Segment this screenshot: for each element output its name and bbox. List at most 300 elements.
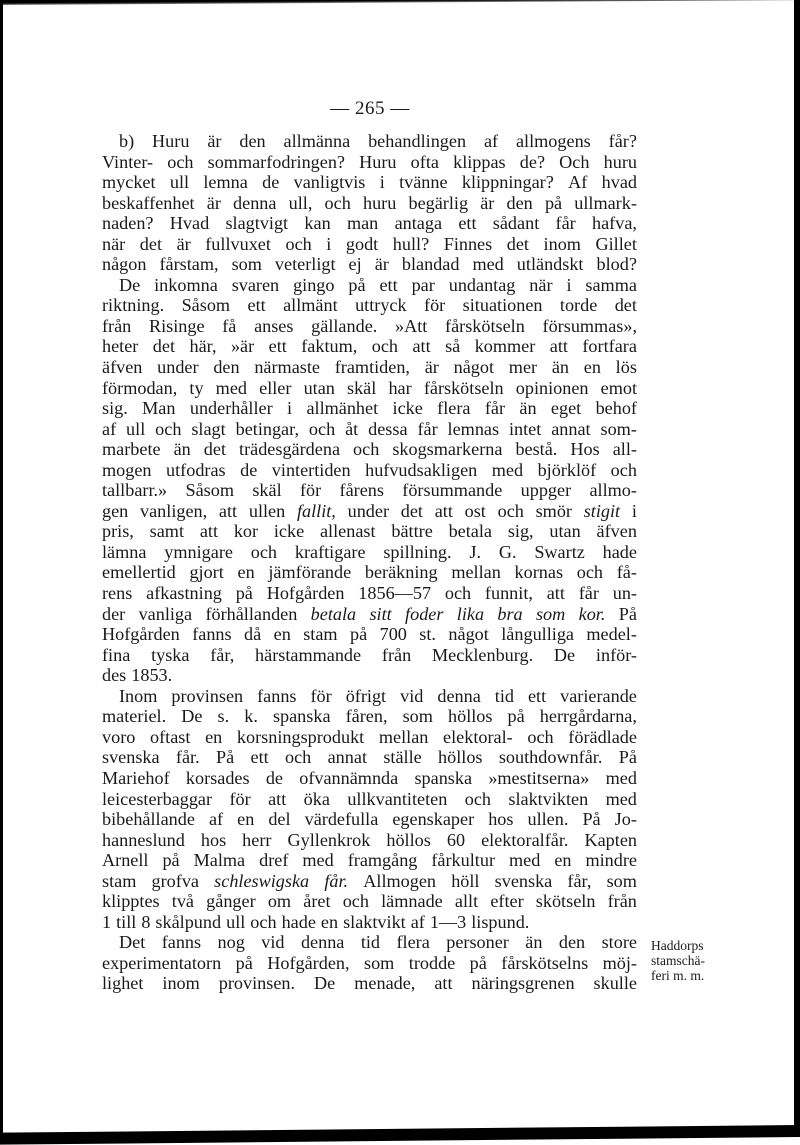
word: personer xyxy=(446,932,509,953)
scan-border-right xyxy=(794,0,800,1137)
word: mogen xyxy=(102,459,152,480)
word: är xyxy=(374,254,389,275)
marginal-note-line: Haddorps xyxy=(651,938,704,953)
word: Inom xyxy=(119,685,158,706)
word: Swartz xyxy=(534,541,585,562)
word: från xyxy=(102,315,132,336)
word: tid xyxy=(494,685,514,706)
word: och xyxy=(285,233,312,254)
text-line xyxy=(102,398,637,419)
word: ull, xyxy=(288,192,313,213)
word: något xyxy=(453,357,495,378)
word: från xyxy=(607,891,637,912)
text-line xyxy=(102,213,637,234)
word: undantag xyxy=(448,274,516,295)
word: tallbarr.» xyxy=(102,480,168,501)
word: är xyxy=(206,192,221,213)
marginal-note-line: stamschä- xyxy=(651,953,705,968)
word: s. xyxy=(217,706,230,727)
text-line xyxy=(102,706,637,727)
word: utfodras xyxy=(166,459,226,480)
word: att xyxy=(434,973,453,994)
word: värdefulla xyxy=(304,809,379,830)
text-line xyxy=(102,419,637,440)
word: lika xyxy=(456,603,485,624)
word: inkomna xyxy=(154,274,218,295)
word: samt xyxy=(149,521,184,542)
word: 1—3 xyxy=(429,911,467,932)
word: Såsom xyxy=(185,480,234,501)
word: Gillet xyxy=(595,233,637,254)
word: ett xyxy=(250,747,269,768)
word: lös xyxy=(615,357,637,378)
text-line xyxy=(102,275,637,296)
word: Af xyxy=(568,172,588,193)
word: experimentatorn xyxy=(102,952,222,973)
word: får xyxy=(484,398,506,419)
word: sådant xyxy=(492,213,540,234)
word: fallit, xyxy=(296,500,336,521)
word: leicesterbaggar xyxy=(102,788,213,809)
word: än xyxy=(525,932,543,953)
word: dref xyxy=(259,850,289,871)
word: klipptes xyxy=(102,891,160,912)
text-line xyxy=(102,809,637,830)
word: store xyxy=(601,932,637,953)
word: Såsom xyxy=(181,295,231,316)
word: närmaste xyxy=(254,357,320,378)
word: bibehållande xyxy=(102,809,195,830)
text-line xyxy=(102,336,637,357)
word: kan xyxy=(304,213,331,234)
word: svenska xyxy=(102,747,160,768)
word: herr xyxy=(242,829,272,850)
word: på xyxy=(507,706,525,727)
word: som xyxy=(606,870,637,891)
word: mellan xyxy=(451,562,501,583)
word: vanligtvis xyxy=(293,172,366,193)
word: en xyxy=(320,911,339,932)
word: huru xyxy=(603,151,637,172)
word: vid xyxy=(400,685,424,706)
word: gingo xyxy=(293,274,335,295)
word: betala xyxy=(448,521,492,542)
word: allmänhet xyxy=(306,398,379,419)
word: nog xyxy=(217,932,245,953)
word: det xyxy=(506,233,529,254)
word: de xyxy=(262,172,280,193)
word: egenskaper xyxy=(392,809,475,830)
word: oftast xyxy=(150,726,191,747)
word: anses xyxy=(254,315,294,336)
scan-border-top xyxy=(0,0,800,5)
word: och xyxy=(371,336,399,357)
word: ullen. xyxy=(527,809,569,830)
word: skogsmarkerna xyxy=(392,439,503,460)
word: ett xyxy=(268,336,287,357)
word: ett xyxy=(247,295,266,316)
word: den xyxy=(239,131,266,151)
word: på xyxy=(162,850,180,871)
word: blandad xyxy=(401,254,460,275)
word: åt xyxy=(345,418,359,439)
word: för xyxy=(424,295,446,316)
word: med xyxy=(605,788,637,809)
word: höllos xyxy=(438,747,483,768)
word: i xyxy=(326,233,332,254)
word: gällande. xyxy=(311,315,378,336)
word: icke xyxy=(273,521,305,542)
word: På xyxy=(215,747,235,768)
word: funnit, xyxy=(484,583,533,604)
word: här, xyxy=(189,336,217,357)
word: ofvannämnda xyxy=(299,767,399,788)
word: och xyxy=(342,891,369,912)
word: fårskötselns xyxy=(501,952,589,973)
word: de xyxy=(240,459,258,480)
word: bra xyxy=(497,603,523,624)
word: björklöf xyxy=(537,459,597,480)
word: riktning. xyxy=(102,295,165,316)
word: höll xyxy=(451,870,480,891)
word: framtiden, xyxy=(334,357,410,378)
marginal-note-line: feri m. m. xyxy=(651,968,705,983)
word: allmänt xyxy=(283,295,338,316)
text-line xyxy=(102,789,637,810)
word: från xyxy=(381,644,412,665)
word: är xyxy=(480,192,495,213)
text-line xyxy=(102,871,637,892)
word: för xyxy=(299,480,322,501)
word: Vinter- xyxy=(102,151,154,172)
text-line xyxy=(102,665,637,686)
word: Jo- xyxy=(614,809,637,830)
word: emot xyxy=(600,377,637,398)
word: och xyxy=(324,192,351,213)
word: hufvudsakligen xyxy=(365,459,478,480)
word: kor xyxy=(233,521,259,542)
word: som xyxy=(535,603,566,624)
word: två xyxy=(171,891,194,912)
word: ty xyxy=(189,377,204,398)
word: fårkultur xyxy=(431,850,496,871)
word: flera xyxy=(437,398,471,419)
word: underhåller xyxy=(189,398,273,419)
word: med xyxy=(605,767,637,788)
word: varierande xyxy=(560,685,637,706)
word: någon xyxy=(102,254,147,275)
word: skäl xyxy=(252,480,282,501)
word: fårstam, xyxy=(159,254,219,275)
word: allt xyxy=(454,891,479,912)
text-line xyxy=(102,480,637,501)
word: ej xyxy=(348,254,362,275)
word: rens xyxy=(102,583,133,604)
word: ett xyxy=(379,274,398,295)
word: inför- xyxy=(595,644,637,665)
text-line xyxy=(102,501,637,522)
word: att xyxy=(434,500,453,521)
word: tid xyxy=(360,932,381,953)
word: Mariehof xyxy=(102,767,170,788)
word: förädlade xyxy=(568,726,637,747)
text-line xyxy=(102,891,637,912)
word: höllos xyxy=(448,706,493,727)
word: en xyxy=(205,726,223,747)
word: 700 xyxy=(379,624,407,645)
word: och xyxy=(464,788,491,809)
word: på xyxy=(469,952,487,973)
word: af xyxy=(483,131,499,151)
word: bestå. xyxy=(515,439,558,460)
word: och xyxy=(497,500,524,521)
word: kornas xyxy=(514,562,564,583)
word: på xyxy=(235,583,253,604)
word: ullen xyxy=(248,500,286,521)
text-line xyxy=(102,645,637,666)
word: eller xyxy=(259,377,292,398)
word: kor. xyxy=(578,603,606,624)
word: Hos xyxy=(570,439,600,460)
word: fåren, xyxy=(345,706,388,727)
word: Man xyxy=(142,398,176,419)
word: trodde xyxy=(408,952,456,973)
word: Hofgården xyxy=(266,583,345,604)
word: torde xyxy=(559,295,598,316)
word: veterligt xyxy=(274,254,336,275)
word: än xyxy=(173,439,191,460)
word: som- xyxy=(600,418,637,439)
text-line xyxy=(102,932,637,953)
word: 60 xyxy=(446,829,466,850)
text-line xyxy=(102,604,637,625)
word: utländskt xyxy=(516,254,584,275)
word: korsningsprodukt xyxy=(236,726,365,747)
word: äfven xyxy=(596,521,637,542)
word: är xyxy=(176,233,191,254)
word: skålpund xyxy=(155,911,222,932)
word: vid xyxy=(261,932,285,953)
word: De xyxy=(181,706,203,727)
word: utan xyxy=(303,377,335,398)
word: flera xyxy=(396,932,430,953)
text-line xyxy=(102,624,637,645)
word: af xyxy=(208,809,224,830)
word: det xyxy=(614,295,637,316)
word: eget xyxy=(550,398,582,419)
word: denna xyxy=(300,932,345,953)
word: intet xyxy=(508,418,542,439)
word: klippas xyxy=(453,151,506,172)
word: sommarfodringen? xyxy=(207,151,345,172)
word: Hofgården xyxy=(102,624,180,645)
word: det xyxy=(152,336,176,357)
word: i xyxy=(566,274,572,295)
scan-border-left xyxy=(0,0,3,1137)
word: som xyxy=(402,706,433,727)
word: slagtvigt xyxy=(225,213,289,234)
word: får. xyxy=(324,870,349,891)
word: långulliga xyxy=(501,624,574,645)
text-line xyxy=(102,378,637,399)
word: huru xyxy=(362,192,397,213)
word: det xyxy=(400,500,423,521)
word: provinsen. xyxy=(218,973,296,994)
word: betala xyxy=(310,603,357,624)
word: trädesgärdena xyxy=(239,439,341,460)
word: vanliga xyxy=(138,603,193,624)
text-line xyxy=(102,953,637,974)
word: pris, xyxy=(102,521,134,542)
word: och xyxy=(527,726,554,747)
body-text-column xyxy=(102,131,637,994)
word: öka xyxy=(303,788,330,809)
word: om xyxy=(267,891,292,912)
word: af xyxy=(410,911,425,932)
word: svaren xyxy=(231,274,280,295)
word: härstammande xyxy=(255,644,362,665)
word: Malma xyxy=(193,850,246,871)
word: får, xyxy=(567,870,592,891)
word: en xyxy=(237,809,255,830)
word: spanska xyxy=(414,767,473,788)
word: Finnes xyxy=(443,233,493,254)
word: 1856—57 xyxy=(358,583,432,604)
word: marbete xyxy=(102,439,161,460)
word: det xyxy=(203,439,227,460)
word: denna xyxy=(233,192,277,213)
word: på xyxy=(544,192,563,213)
word: menade, xyxy=(354,973,416,994)
word: southdownfår. xyxy=(498,747,603,768)
word: hvad xyxy=(601,172,637,193)
word: och xyxy=(285,747,312,768)
text-line xyxy=(102,747,637,768)
word: »är xyxy=(230,336,255,357)
word: bättre xyxy=(391,521,433,542)
word: ullkvantiteten xyxy=(347,788,448,809)
word: ofta xyxy=(410,151,439,172)
word: beskaffenhet xyxy=(102,192,195,213)
word: till xyxy=(116,911,137,932)
word: utan xyxy=(549,521,581,542)
word: spanska xyxy=(272,706,331,727)
word: behof xyxy=(595,398,637,419)
word: höllos xyxy=(386,829,431,850)
word: stigit xyxy=(583,500,621,521)
word: gjort xyxy=(189,562,224,583)
word: På xyxy=(618,747,637,768)
text-line xyxy=(102,295,637,316)
word: elektoral- xyxy=(443,726,513,747)
marginal-note xyxy=(651,938,741,983)
word: förhållanden xyxy=(205,603,298,624)
word: en xyxy=(237,562,255,583)
word: stam xyxy=(102,870,137,891)
word: tvänne xyxy=(399,172,448,193)
word: fortfara xyxy=(582,336,637,357)
word: möj- xyxy=(602,952,637,973)
word: försummande xyxy=(402,480,503,501)
word: hafva, xyxy=(592,213,637,234)
word: fanns xyxy=(257,685,297,706)
word: med xyxy=(215,377,247,398)
text-line xyxy=(102,583,637,604)
word: när xyxy=(529,274,553,295)
word: godt xyxy=(345,233,379,254)
word: med xyxy=(509,850,541,871)
word: st. xyxy=(419,624,436,645)
word: i xyxy=(379,172,385,193)
word: i xyxy=(287,398,293,419)
word: de xyxy=(265,767,283,788)
word: Hofgården, xyxy=(267,952,350,973)
word: uppger xyxy=(520,480,572,501)
word: opinionen xyxy=(515,377,589,398)
word: Huru xyxy=(152,131,190,151)
word: att xyxy=(412,336,431,357)
word: inom xyxy=(543,233,581,254)
word: mindre xyxy=(585,850,637,871)
word: faktum, xyxy=(301,336,358,357)
word: schleswigska xyxy=(214,870,310,891)
word: är xyxy=(424,357,439,378)
word: är xyxy=(207,131,222,151)
word: hade xyxy=(602,541,637,562)
word: får. xyxy=(175,747,200,768)
word: annat xyxy=(551,418,591,439)
word: heter xyxy=(102,336,139,357)
text-line xyxy=(102,973,637,994)
word: de? xyxy=(519,151,546,172)
word: mer xyxy=(508,357,538,378)
word: fanns xyxy=(161,932,202,953)
word: gen xyxy=(102,500,129,521)
word: lemnas xyxy=(447,418,500,439)
word: mycket xyxy=(102,172,156,193)
text-line xyxy=(102,727,637,748)
word: ett xyxy=(458,213,477,234)
word: som xyxy=(364,952,395,973)
word: korsades xyxy=(185,767,250,788)
word: med xyxy=(491,459,524,480)
word: en xyxy=(554,850,572,871)
word: ullmark- xyxy=(574,192,637,213)
word: Mecklenburg. xyxy=(431,644,534,665)
word: något xyxy=(448,624,489,645)
word: all- xyxy=(612,439,637,460)
word: icke xyxy=(392,398,423,419)
word: uttryck xyxy=(355,295,407,316)
word: en xyxy=(273,624,291,645)
word: Gyllenkrok xyxy=(287,829,371,850)
word: och xyxy=(353,439,380,460)
scan-border-bottom xyxy=(0,1125,800,1145)
word: under xyxy=(157,357,199,378)
word: af xyxy=(102,418,117,439)
word: Det xyxy=(119,932,146,953)
word: ett xyxy=(527,685,547,706)
text-line xyxy=(102,562,637,583)
word: slaktvikten xyxy=(508,788,589,809)
word: lighet xyxy=(102,973,144,994)
word: par xyxy=(411,274,435,295)
word: k. xyxy=(244,706,258,727)
page-number: — 265 — xyxy=(330,98,410,119)
word: lemna xyxy=(203,172,248,193)
word: fårskötseln xyxy=(423,377,504,398)
word: med xyxy=(472,254,504,275)
